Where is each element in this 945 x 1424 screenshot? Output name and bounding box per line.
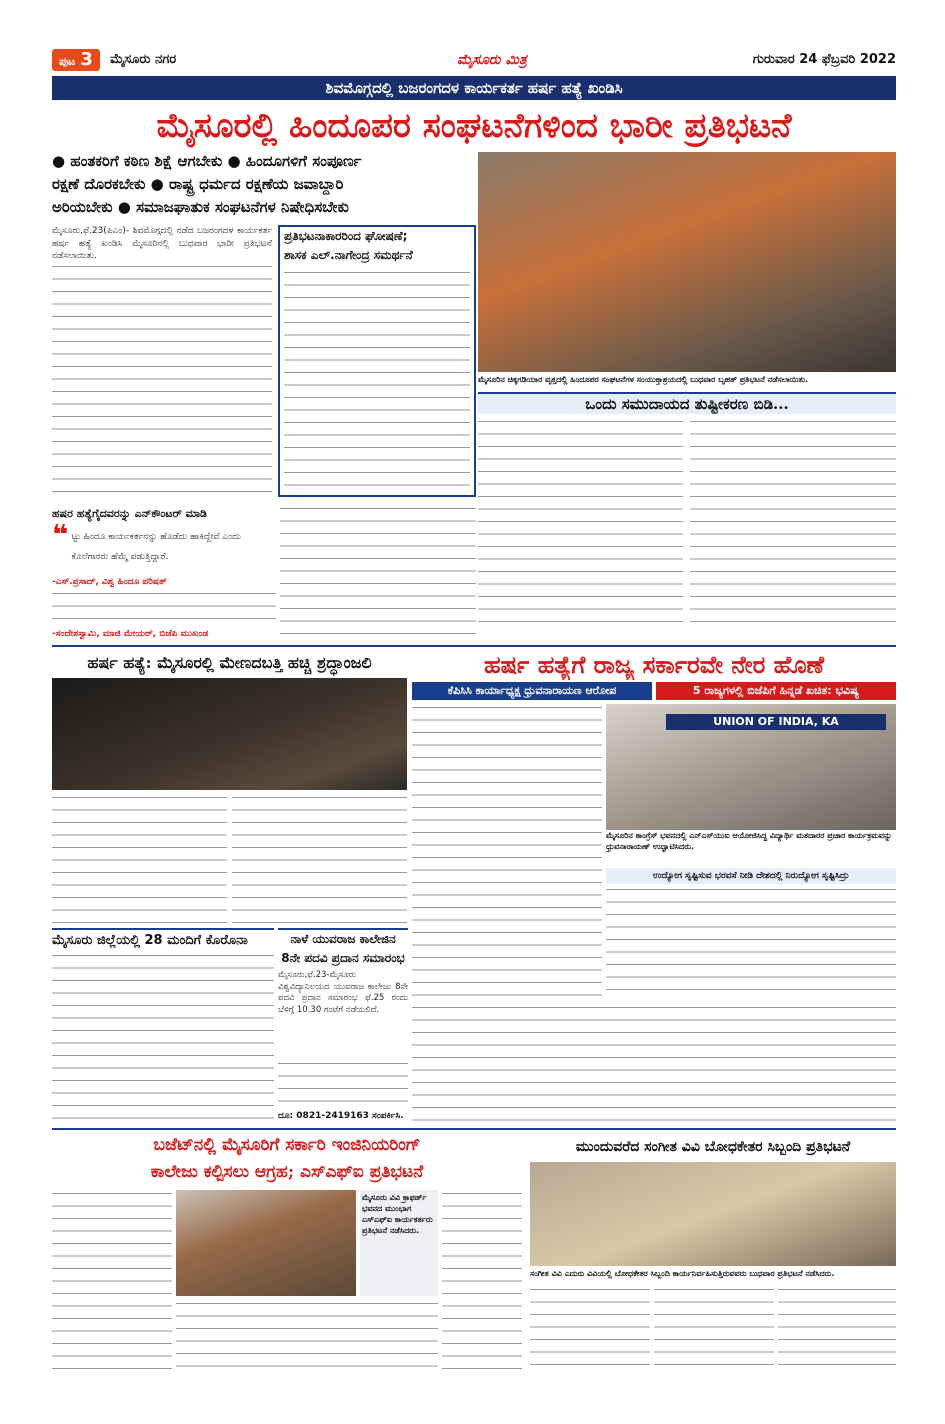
side-box-title-line-2: ಶಾಸಕ ಎಲ್.ನಾಗೇಂದ್ರ ಸಮರ್ಥನೆ [284, 248, 413, 262]
quote-title: ಹಷರ ಹತ್ಯೆಗೈದವರನ್ನು ಎನ್‌ಕೌಂಟರ್ ಮಾಡಿ [52, 507, 207, 520]
page-header [52, 48, 896, 72]
music-photo [530, 1162, 896, 1266]
side-box-title-line-1: ಪ್ರತಿಭಟನಾಕಾರರಿಂದ ಘೋಷಣೆ; [284, 229, 408, 243]
congress-banner-text: UNION OF INDIA, KA [666, 714, 886, 730]
music-photo-caption: ಸಂಗೀತ ವಿವಿ ಎದುರು ವಿವಿಯಲ್ಲಿ ಬೋಧಕೇತರ ಸಿಬ್ಬಂದಿ ಕಾರ್ಯನಿರ್ವಹಿಸುತ್ತಿರುವವರು ಬುಧವಾರ ಪ್ರತಿಭಟನೆ ನಡೆಸಿದರು. [530, 1269, 835, 1278]
lead-bullet-line-1: ● ಹಂತಕರಿಗೆ ಕಠಿಣ ಶಿಕ್ಷೆ ಆಗಬೇಕು ● ಹಿಂದೂಗಳಿಗೆ ಸಂಪೂರ್ಣ [52, 152, 362, 170]
quote-mark-icon: ❝ [52, 524, 69, 551]
congress-headline: ಹರ್ಷ ಹತ್ಯೆಗೆ ರಾಜ್ಯ ಸರ್ಕಾರವೇ ನೇರ ಹೊಣೆ [483, 650, 825, 679]
congress-body-left [412, 704, 602, 1000]
page-label: ಪುಟ [59, 55, 76, 68]
side-box-body [284, 269, 470, 491]
side-box [278, 225, 476, 497]
college-headline-line-1: ನಾಳೆ ಯುವರಾಜ ಕಾಲೇಜಿನ [290, 932, 396, 946]
lead-bullet-line-3: ಅರಿಯಬೇಕು ● ಸಮಾಜಘಾತುಕ ಸಂಘಟನೆಗಳ ನಿಷೇಧಿಸಬೇಕು [52, 198, 349, 216]
lead-photo-caption: ಮೈಸೂರಿನ ಚಿಕ್ಕಗಡಿಯಾರ ವೃತ್ತದಲ್ಲಿ ಹಿಂದೂಪರ ಸಂಘಟನೆಗಳ ಸಂಯುಕ್ತಾಶ್ರಯದಲ್ಲಿ ಬುಧವಾರ ಬೃಹತ್ ಪ್ರತಿಭಟನೆ ನಡೆಸಲಾಯಿತು. [478, 375, 809, 384]
sfi-headline-line-2: ಕಾಲೇಜು ಕಲ್ಪಿಸಲು ಆಗ್ರಹ; ಎಸ್‌ಎಫ್‌ಐ ಪ್ರತಿಭಟನೆ [150, 1162, 424, 1182]
tribute-photo [52, 678, 407, 790]
appeasement-body-right [690, 418, 896, 628]
lead-body-dateline: ಮೈಸೂರು,ಫೆ.23(ಪಿಎಂ)- ಶಿವಮೊಗ್ಗದಲ್ಲಿ ನಡೆದ ಬಜರಂಗದಳ ಕಾರ್ಯಕರ್ತ ಹರ್ಷ ಹತ್ಯೆ ಖಂಡಿಸಿ ಮೈಸೂರಿನಲ್ಲಿ ಬುಧವಾರ ಭಾರೀ ಪ್ರತಿಭಟನೆ ನಡೆಸಲಾಯಿತು. [52, 226, 272, 261]
lead-bullets [52, 150, 477, 222]
sfi-body-right [442, 1190, 522, 1374]
sfi-photo-caption: ಮೈಸೂರು ವಿವಿ ಕ್ರಾಫರ್ಡ್ ಭವನದ ಮುಂಭಾಗ ಎಸ್‌ಎಫ್‌ಐ ಕಾರ್ಯಕರ್ತರು ಪ್ರತಿಭಟನೆ ನಡೆಸಿದರು. [360, 1190, 438, 1296]
college-headline-line-2: 8ನೇ ಪದವಿ ಪ್ರದಾನ ಸಮಾರಂಭ [281, 951, 405, 965]
college-headline [278, 928, 408, 968]
music-body-left [530, 1286, 650, 1374]
tribute-body-right [232, 794, 407, 924]
appeasement-body-left [478, 418, 683, 628]
lead-protest-photo [478, 152, 896, 372]
lead-body-column-1 [52, 263, 272, 495]
quote-2-attribution: -ಸಂದೇಶಸ್ವಾಮಿ, ಮಾಜಿ ಮೇಯರ್, ಬಿಜೆಪಿ ಮುಖಂಡ [52, 629, 209, 639]
quote-block-1 [52, 524, 276, 576]
quote-1-attribution: -ಎಸ್.ಪ್ರಸಾದ್, ವಿಶ್ವ ಹಿಂದೂ ಪರಿಷತ್ [52, 577, 167, 587]
lead-headline: ಮೈಸೂರಲ್ಲಿ ಹಿಂದೂಪರ ಸಂಘಟನೆಗಳಿಂದ ಭಾರೀ ಪ್ರತಿಭಟನೆ [156, 106, 792, 146]
music-headline: ಮುಂದುವರೆದ ಸಂಗೀತ ವಿವಿ ಬೋಧಕೇತರ ಸಿಬ್ಬಂದಿ ಪ್ರತಿಭಟನೆ [575, 1139, 851, 1155]
sfi-photo [176, 1190, 356, 1296]
page-number: 3 [80, 49, 93, 70]
congress-photo [606, 704, 896, 830]
lead-body-column-2 [280, 505, 476, 640]
college-body [278, 1060, 408, 1108]
college-phone: ದೂ: 0821-2419163 ಸಂಪರ್ಕಿಸಿ. [278, 1111, 404, 1121]
quote-2-text [52, 590, 276, 626]
music-body-middle [654, 1286, 774, 1374]
page-number-tag [52, 49, 100, 71]
college-dateline: ಮೈಸೂರು,ಫೆ.23-ಮೈಸೂರು ವಿಶ್ವವಿದ್ಯಾನಿಲಯದ ಯುವರಾಜ ಕಾಲೇಜು 8ನೇ ಪದವಿ ಪ್ರದಾನ ಸಮಾರಂಭ ಫೆ.25 ರಂದು ಬೆಳಿಗ್ಗೆ 10.30 ಗಂಟೆಗೆ ನಡೆಯಲಿದೆ. [278, 970, 408, 1015]
appeasement-headline-bar [478, 392, 896, 414]
congress-strap-right: 5 ರಾಜ್ಯಗಳಲ್ಲಿ ಬಿಜೆಪಿಗೆ ಹಿನ್ನಡೆ ಖಚಿತ: ಭವಿಷ್ಯ [656, 682, 896, 700]
sfi-body-left [52, 1190, 172, 1374]
corona-body [52, 952, 274, 1124]
congress-body-continued [412, 1004, 896, 1124]
appeasement-headline: ಒಂದು ಸಮುದಾಯದ ತುಷ್ಟೀಕರಣ ಬಿಡಿ... [585, 395, 789, 413]
section-divider-2 [52, 1128, 896, 1130]
sfi-body-middle [176, 1300, 438, 1374]
section-divider-1 [52, 645, 896, 647]
congress-strap [412, 682, 896, 700]
masthead-logo: ಮೈಸೂರು ಮಿತ್ರ [457, 52, 527, 68]
lead-bullet-line-2: ರಕ್ಷಣೆ ದೊರಕಬೇಕು ● ರಾಷ್ಟ್ರ ಧರ್ಮದ ರಕ್ಷಣೆಯ ಜವಾಬ್ದಾರಿ [52, 175, 344, 193]
congress-strap-left: ಕೆಪಿಸಿಸಿ ಕಾರ್ಯಾಧ್ಯಕ್ಷ ಧ್ರುವನಾರಾಯಣ ಆರೋಪ [412, 682, 652, 700]
corona-headline: ಮೈಸೂರು ಜಿಲ್ಲೆಯಲ್ಲಿ 28 ಮಂದಿಗೆ ಕೊರೊನಾ [52, 928, 274, 950]
quote-1-text: ಟ್ಟು ಹಿಂದೂ ಕಾರ್ಯಕರ್ತನನ್ನು ಹೊಡೆದು ಹಾಕಿದ್ದೇವೆ ಎಂದು ಕೊಲೆಗಾರರು ಹೆಮ್ಮೆ ಪಡುತ್ತಿದ್ದಾರೆ. [71, 532, 241, 562]
tribute-headline: ಹರ್ಷ ಹತ್ಯೆ: ಮೈಸೂರಲ್ಲಿ ಮೇಣದಬತ್ತಿ ಹಚ್ಚಿ ಶ್ರದ್ಧಾಂಜಲಿ [87, 653, 372, 672]
music-body-right [778, 1286, 896, 1374]
congress-photo-caption: ಮೈಸೂರಿನ ಕಾಂಗ್ರೆಸ್ ಭವನದಲ್ಲಿ ಎನ್‌ಎಸ್‌ಯುಐ ಆಯೋಜಿಸಿದ್ದ ವಿದ್ಯಾರ್ಥಿ ಮತದಾರರ ಪ್ರಚಾರ ಕಾರ್ಯಕ್ರಮವನ್ನು ಧ್ರುವನಾರಾಯಣ್ ಉದ್ಘಾಟಿಸಿದರು. [606, 831, 892, 851]
lead-banner: ಶಿವಮೊಗ್ಗದಲ್ಲಿ ಬಜರಂಗದಳ ಕಾರ್ಯಕರ್ತ ಹರ್ಷ ಹತ್ಯೆ ಖಂಡಿಸಿ [52, 76, 896, 100]
sfi-headline-line-1: ಬಜೆಟ್‌ನಲ್ಲಿ ಮೈಸೂರಿಗೆ ಸರ್ಕಾರಿ ಇಂಜಿನಿಯರಿಂಗ್ [153, 1135, 421, 1155]
jobs-headline: ಉದ್ಯೋಗ ಸೃಷ್ಟಿಸುವ ಭರವಸೆ ನೀಡಿ ದೇಶದಲ್ಲಿ ನಿರುದ್ಯೋಗ ಸೃಷ್ಟಿಸಿದ್ರು [606, 868, 896, 884]
congress-body-right [606, 886, 896, 1000]
registration-marks-right [836, 1396, 906, 1404]
tribute-body-left [52, 794, 227, 924]
section-name: ಮೈಸೂರು ನಗರ [110, 52, 177, 67]
registration-marks-left [52, 1396, 122, 1404]
page-date: ಗುರುವಾರ 24 ಫೆಬ್ರವರಿ 2022 [752, 52, 896, 67]
side-box-title [280, 227, 474, 265]
sfi-headline [52, 1132, 522, 1186]
